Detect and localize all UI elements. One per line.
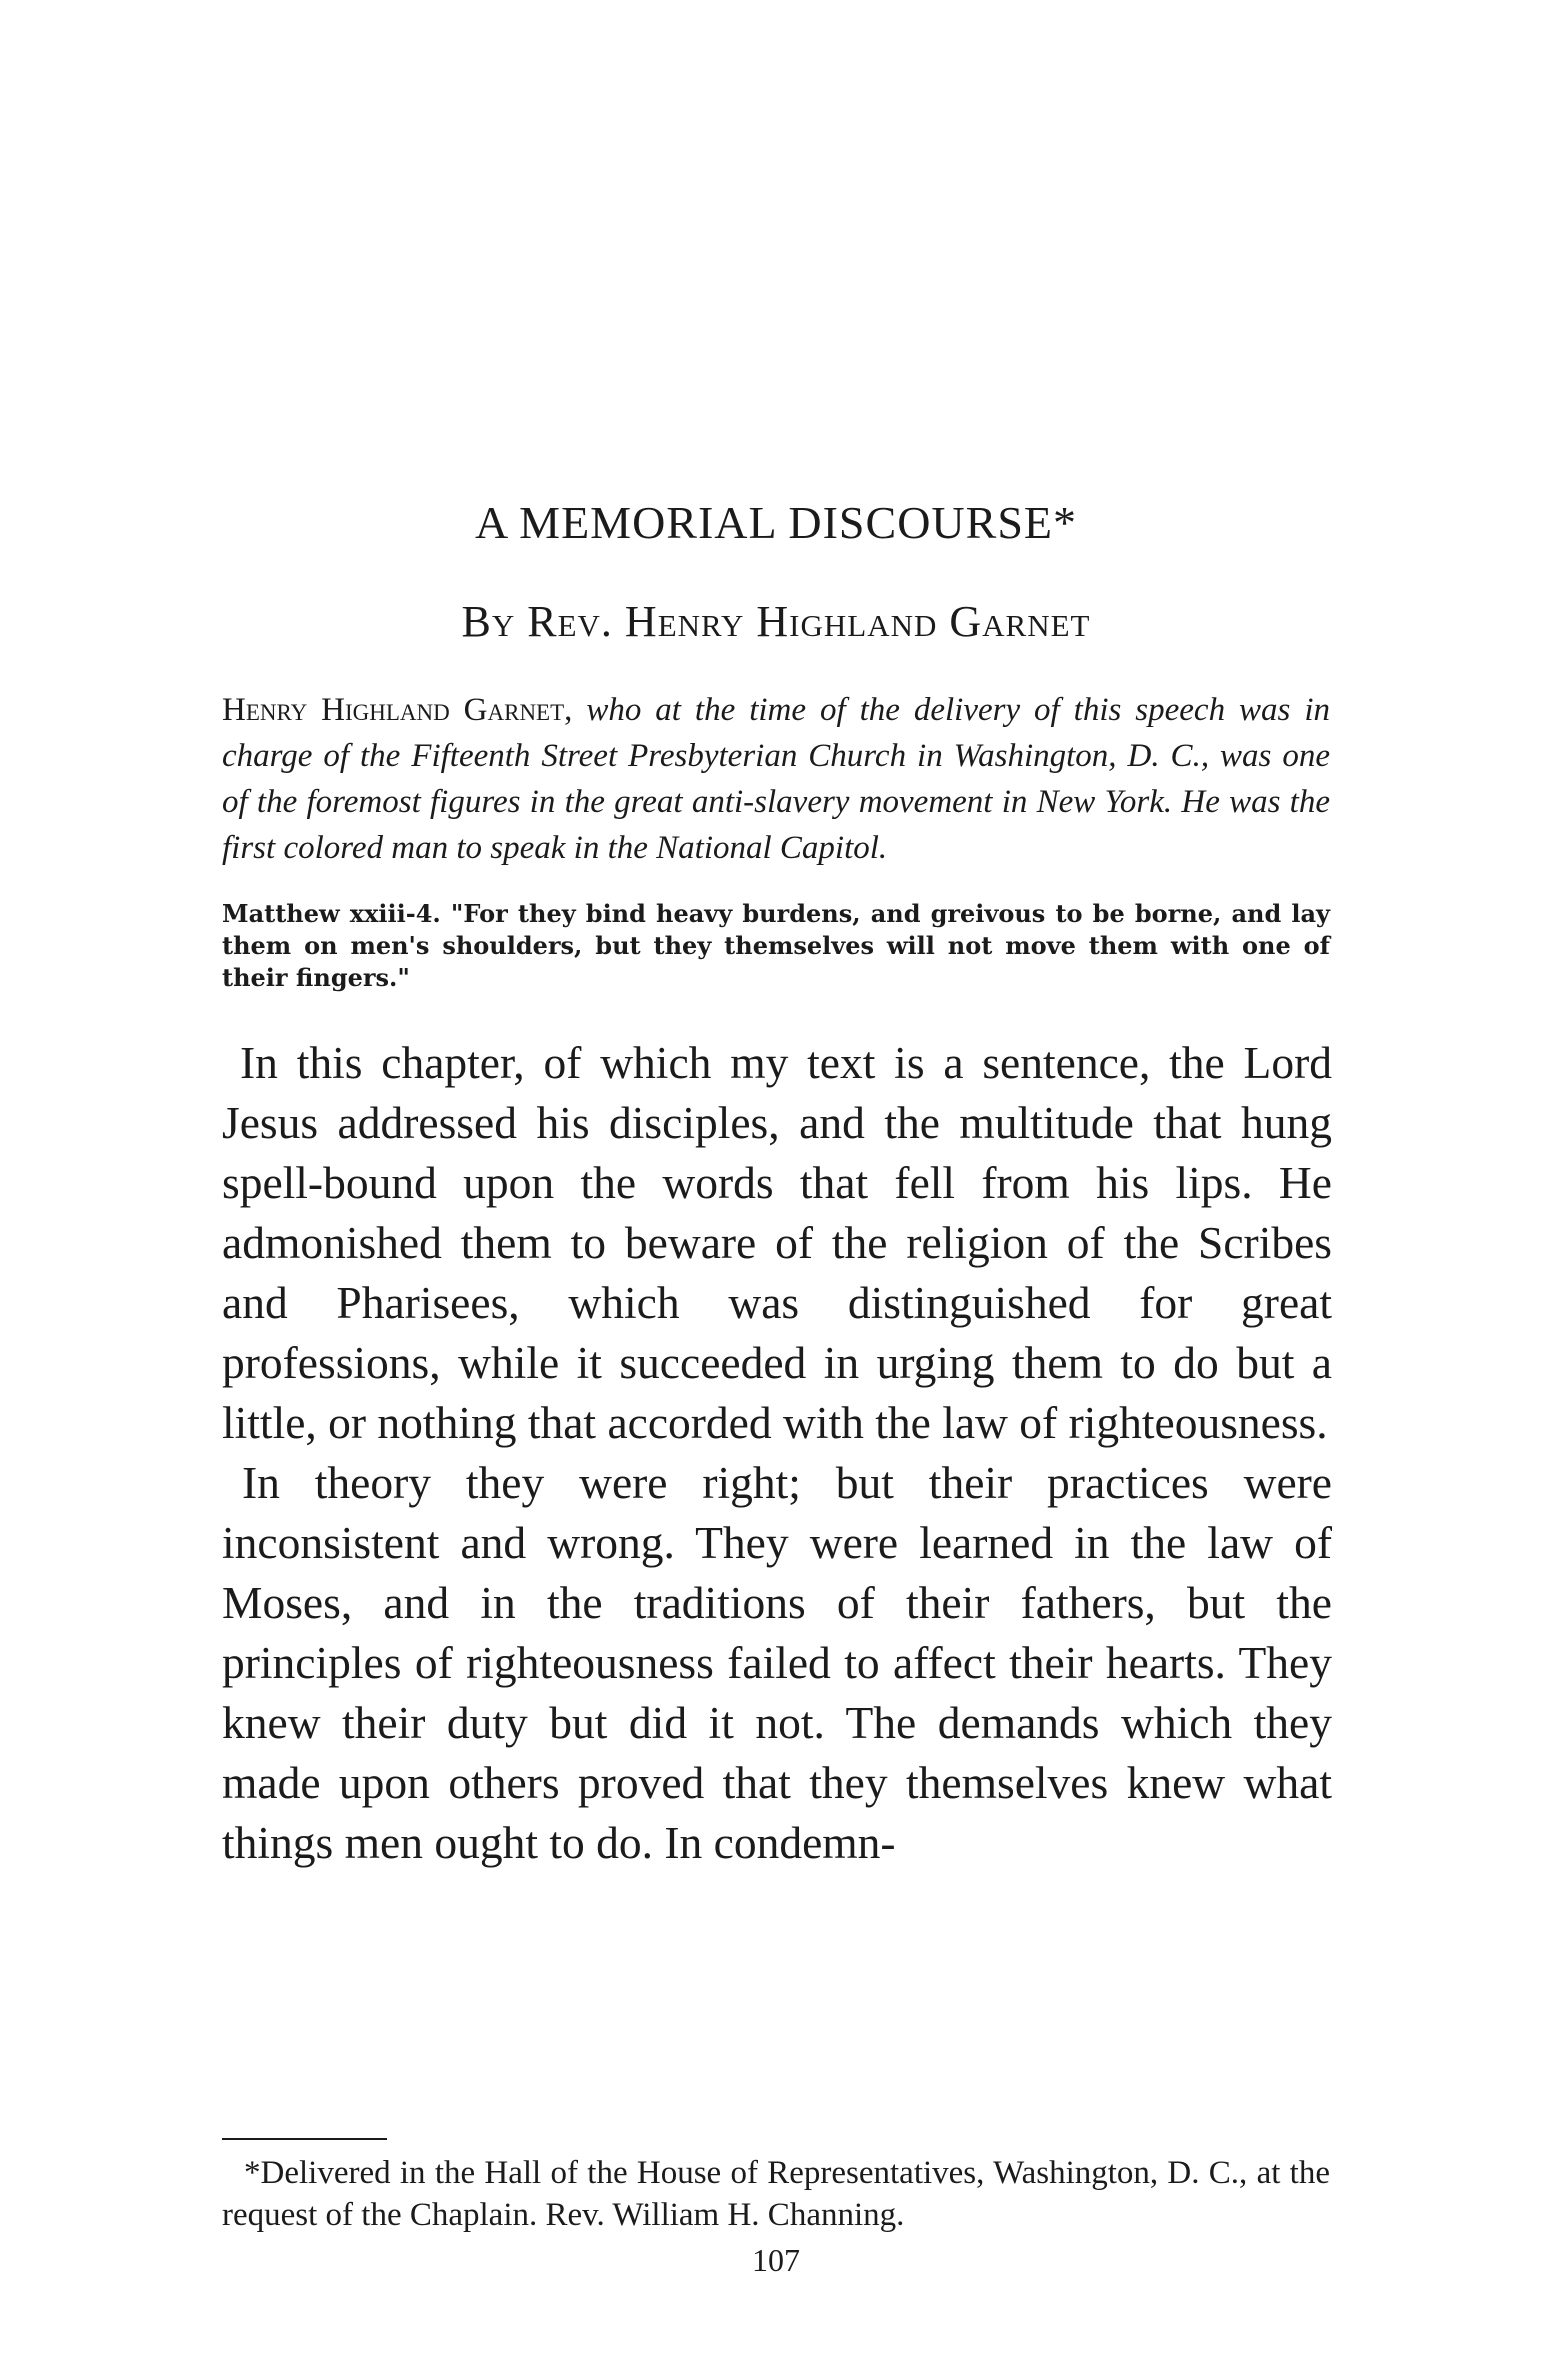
footnote: *Delivered in the Hall of the House of Representatives, Washington, D. C., at the request of the Chaplain. Rev. William H. Channing. bbox=[222, 2155, 1330, 2233]
body-text bbox=[222, 1033, 1332, 1873]
footnote-divider bbox=[222, 2138, 387, 2140]
scripture-epigraph: Matthew xxiii-4. "For they bind heavy burdens, and greivous to be borne, and lay them on men's shoulders, but they themselves will not move them with one of their fingers." bbox=[222, 899, 1330, 992]
introduction-text: who at the time of the delivery of this speech was in charge of the Fifteenth Street Presbyterian Church in Washington, D. C., was one of the foremost figures in the great anti-slavery movement in New York. He was the first colored man to speak in the National Capitol. bbox=[222, 692, 1330, 866]
body-paragraph: In this chapter, of which my text is a sentence, the Lord Jesus addressed his disciples, and the multitude that hung spell-bound upon the words that fell from his lips. He admonished them to beware of the religion of the Scribes and Pharisees, which was distinguished for great professions, while it succeeded in urging them to do but a little, or nothing that accorded with the law of righteousness. bbox=[222, 1037, 1332, 1448]
author-byline: By Rev. Henry Highland Garnet bbox=[461, 597, 1091, 646]
author-name: Henry Highland Garnet, bbox=[222, 692, 573, 728]
page-title: A MEMORIAL DISCOURSE* bbox=[474, 497, 1078, 548]
page-number: 107 bbox=[752, 2242, 800, 2278]
author-introduction bbox=[222, 687, 1330, 871]
body-paragraph: In theory they were right; but their practices were inconsistent and wrong. They were learned in the law of Moses, and in the traditions of their fathers, but the principles of righteousness failed to affect their hearts. They knew their duty but did it not. The demands which they made upon others proved that they themselves knew what things men ought to do. In condemn- bbox=[222, 1457, 1332, 1868]
